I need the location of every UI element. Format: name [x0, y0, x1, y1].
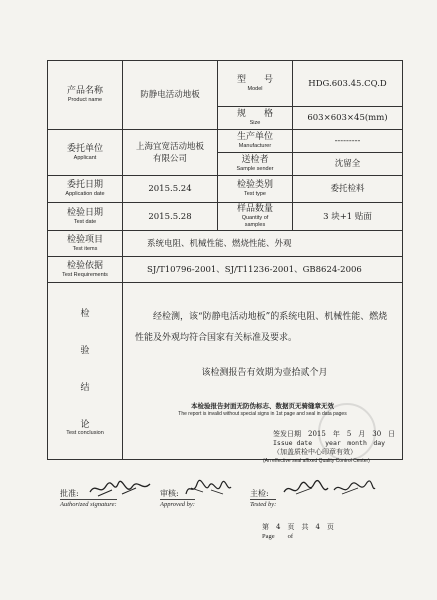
size-value: 603×603×45(mm): [293, 107, 403, 130]
sample-sender-value: 沈留全: [293, 153, 403, 176]
applicant-line2: 有限公司: [152, 153, 187, 164]
conclusion-char-4: 论: [80, 419, 90, 430]
row-test-items: [48, 231, 403, 257]
applicant-label: 委托单位 Applicant: [48, 130, 123, 176]
size-label: 规 格 Size: [218, 107, 293, 130]
manufacturer-label: 生产单位 Manufacturer: [218, 130, 293, 153]
issue-date-block: [263, 430, 423, 466]
tester-label: 主检:: [250, 489, 269, 498]
conclusion-char-3: 结: [80, 382, 90, 393]
model-value: HDG.603.45.CQ.D: [293, 61, 403, 107]
test-date-value: 2015.5.28: [123, 203, 218, 231]
test-type-label: 检验类别 Test type: [218, 176, 293, 203]
tester-signature: [282, 478, 377, 502]
report-table: [47, 60, 403, 464]
test-items-label: 检验项目 Test items: [48, 231, 123, 257]
issue-date-zh: 签发日期 2015 年 5 月 30 日: [273, 430, 396, 438]
quantity-value: 3 块+1 贴面: [293, 203, 403, 231]
reviewer-signature: [183, 478, 233, 500]
notice-zh: 本检验报告封面无防伪标志、数据页无骑缝章无效: [191, 403, 334, 410]
test-items-value: 系统电阻、机械性能、燃烧性能、外观: [123, 231, 403, 257]
validity-text: 该检测报告有效期为壹拾贰个月: [201, 368, 328, 378]
applicant-value: [123, 130, 218, 176]
application-date-value: 2015.5.24: [123, 176, 218, 203]
row-test-requirements: [48, 257, 403, 283]
seal-note-en: (An effective seal affixed Quality Control Center): [263, 458, 370, 464]
tester-block: [250, 488, 276, 508]
test-type-value: 委托检料: [293, 176, 403, 203]
reviewer-label: 审核:: [160, 489, 179, 498]
conclusion-text: 经检测，该“防静电活动地板”的系统电阻、机械性能、燃烧性能及外观均符合国家有关标准及要求。: [135, 312, 388, 343]
conclusion-char-1: 检: [80, 308, 90, 319]
row-applicant: [48, 130, 403, 153]
quantity-label: 样品数量 Quantity of samples: [218, 203, 293, 231]
issue-date-en: Issue date year month day: [273, 439, 386, 447]
test-requirements-value: SJ/T10796-2001、SJ/T11236-2001、GB8624-2006: [123, 257, 403, 283]
row-test-date: [48, 203, 403, 231]
tester-label-en: Tested by:: [250, 501, 277, 508]
conclusion-label-en: Test conclusion: [66, 429, 104, 436]
model-label: 型 号 Model: [218, 61, 293, 107]
manufacturer-value: ---------: [293, 130, 403, 153]
application-date-label: 委托日期 Application date: [48, 176, 123, 203]
page-number-zh: 第 4 页 共 4 页: [262, 523, 334, 531]
seal-note-zh: （加盖质检中心印章有效）: [273, 448, 357, 456]
row-application-date: [48, 176, 403, 203]
page-number-en: Page of: [262, 533, 294, 540]
test-date-label: 检验日期 Test date: [48, 203, 123, 231]
product-name-value: 防静电活动地板: [123, 61, 218, 130]
row-conclusion: [48, 283, 403, 460]
row-product: [48, 61, 403, 107]
reviewer-label-en: Approved by:: [160, 501, 195, 508]
approver-label-en: Authorized signature:: [60, 501, 117, 508]
conclusion-label: [48, 283, 123, 460]
conclusion-body: [123, 283, 403, 464]
sample-sender-label: 送检者 Sample sender: [218, 153, 293, 176]
approver-label: 批准:: [60, 489, 79, 498]
test-requirements-label: 检验依据 Test Requirements: [48, 257, 123, 283]
conclusion-char-2: 验: [80, 345, 90, 356]
product-name-label: 产品名称 Product name: [48, 61, 123, 130]
page-number: [262, 523, 334, 541]
notice-en: The report is invalid without special signs in 1st page and seal in data pages: [178, 411, 347, 417]
approver-signature: [88, 478, 153, 500]
applicant-line1: 上海宜宽活动地板: [135, 141, 204, 152]
